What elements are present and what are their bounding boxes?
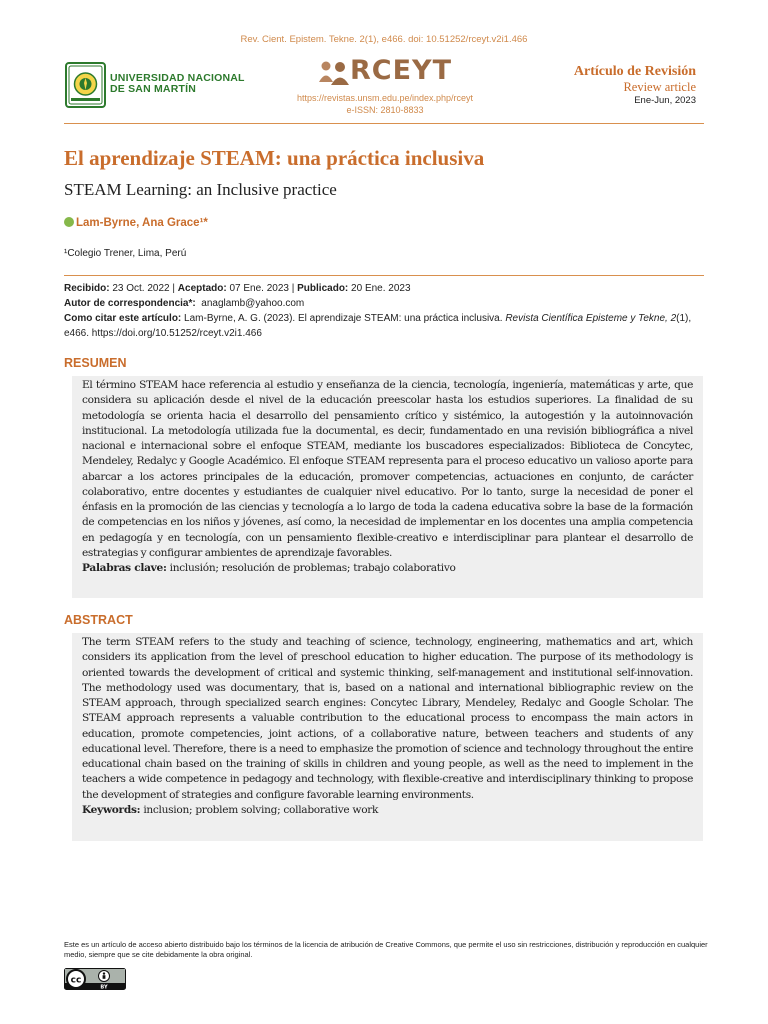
separator: | bbox=[291, 283, 295, 294]
separator: | bbox=[172, 283, 175, 294]
published-label: Publicado: bbox=[297, 283, 349, 294]
article-type-en: Review article bbox=[623, 80, 696, 94]
cite-label: Como citar este artículo: bbox=[64, 313, 182, 324]
issue-period: Ene-Jun, 2023 bbox=[634, 95, 696, 106]
cc-by-text: BY bbox=[100, 984, 108, 990]
cc-badge-text: cc bbox=[70, 975, 82, 986]
article-dates bbox=[64, 281, 704, 296]
author-affiliation: ¹Colegio Trener, Lima, Perú bbox=[64, 248, 187, 259]
meta-divider bbox=[64, 275, 704, 276]
author-line bbox=[64, 217, 208, 229]
university-name-line1: UNIVERSIDAD NACIONAL bbox=[110, 72, 245, 84]
article-title-es: El aprendizaje STEAM: una práctica inclusiva bbox=[64, 146, 485, 170]
abstract-body: The term STEAM refers to the study and teaching of science, technology, engineering, mathematics and art, which considers its application from the level of preschool education to higher education. The purpose of its methodology is oriented towards the development of critical and systemic thinking, self-management and institutional self-innovation. The methodology used was documentary, that is, based on a national and international bibliographic review on the STEAM approach, through specialized search engines: Concytec Library, Mendeley, Redalyc and Google Scholar. The STEAM approach represents a valuable contribution to the educational process to encompass the main actors in education, promote competencies, joint actions, of a collaborative nature, between teachers and students of any educational level. Therefore, there is a need to emphasize the promotion of science and technology throughout the entire educational chain based on the training of skills in children and young people, as well as the need to implement in the teachers a wide competence in pedagogy and technology, with flexible-creative and interdisciplinary thinking to propose the development of strategies and configure favorable learning environments. bbox=[82, 636, 693, 801]
article-type-block bbox=[574, 64, 696, 106]
published-date: 20 Ene. 2023 bbox=[351, 283, 411, 294]
university-seal-logo bbox=[65, 62, 106, 108]
accepted-label: Aceptado: bbox=[177, 283, 227, 294]
received-date: 23 Oct. 2022 bbox=[112, 283, 170, 294]
creative-commons-by-icon[interactable] bbox=[64, 968, 126, 990]
keywords-label-es: Palabras clave: bbox=[82, 562, 167, 574]
author-name[interactable]: Lam-Byrne, Ana Grace¹* bbox=[76, 217, 208, 229]
header-divider bbox=[64, 123, 704, 124]
keywords-label-en: Keywords: bbox=[82, 803, 141, 816]
abstract-keywords bbox=[82, 804, 693, 816]
resumen-box bbox=[72, 376, 703, 598]
journal-info bbox=[250, 92, 520, 116]
abstract-box bbox=[72, 633, 703, 841]
journal-url-link[interactable]: https://revistas.unsm.edu.pe/index.php/rceyt bbox=[296, 93, 474, 103]
resumen-heading: RESUMEN bbox=[64, 356, 127, 370]
abstract-heading: ABSTRACT bbox=[64, 613, 133, 627]
rceyt-people-icon bbox=[318, 58, 350, 88]
correspondence-label: Autor de correspondencia*: bbox=[64, 298, 196, 309]
cite-journal: Revista Científica Episteme y Tekne, 2 bbox=[505, 313, 677, 324]
how-to-cite bbox=[64, 311, 704, 341]
university-name-line2: DE SAN MARTÍN bbox=[110, 83, 197, 95]
resumen-body: El término STEAM hace referencia al estudio y enseñanza de la ciencia, tecnología, ingeniería, matemáticas y arte, que considera su aplicación desde el nivel de la educación preescolar hasta los estudios superiores. La finalidad de su metodología se orienta hacia el desarrollo del pensamiento crítico y sistémico, la autogestión y la autoinnovación institucional. La metodología utilizada fue la documental, es decir, fundamentado en una revisión bibliográfica a nivel nacional e internacional sobre el enfoque STEAM, mediante los buscadores especializados: Biblioteca de Concytec, Mendeley, Redalyc y Google Académico. El enfoque STEAM representa para el proceso educativo un valioso aporte para abarcar a los actores principales de la educación, promover competencias, actuaciones en conjunto, de carácter colaborativo, entre docentes y estudiantes de cualquier nivel educativo. Por lo tanto, surge la necesidad de poner el énfasis en la promoción de las ciencias y tecnología a lo largo de toda la cadena educativa sobre la base de la formación de competencias en los niños y jóvenes, así como, la necesidad de implementar en los docentes una amplia competencia en pedagogía y en tecnología, con un pensamiento flexible-creativo e interdisciplinar para plantear el desarrollo de estrategias y configurar ambientes de aprendizaje favorables. bbox=[82, 379, 693, 559]
journal-eissn: e-ISSN: 2810-8833 bbox=[346, 105, 424, 115]
citation-header: Rev. Cient. Epistem. Tekne. 2(1), e466. doi: 10.51252/rceyt.v2i1.466 bbox=[240, 34, 528, 45]
received-label: Recibido: bbox=[64, 283, 110, 294]
correspondence-email[interactable]: anaglamb@yahoo.com bbox=[201, 298, 305, 309]
license-note: Este es un artículo de acceso abierto distribuido bajo los términos de la licencia de atribución de Creative Commons, que permite el uso sin restricciones, distribución y reproducción en cualquier medio, siempre que se cite debidamente la obra original. bbox=[64, 940, 708, 959]
article-title-en: STEAM Learning: an Inclusive practice bbox=[64, 180, 337, 199]
article-type-es: Artículo de Revisión bbox=[573, 64, 696, 79]
keywords-en: inclusion; problem solving; collaborative work bbox=[143, 803, 379, 816]
correspondence bbox=[64, 296, 704, 311]
resumen-keywords bbox=[82, 562, 693, 574]
keywords-es: inclusión; resolución de problemas; trabajo colaborativo bbox=[169, 562, 456, 574]
university-name bbox=[110, 73, 245, 95]
accepted-date: 07 Ene. 2023 bbox=[229, 283, 289, 294]
cite-doi[interactable]: (1), e466. https://doi.org/10.51252/rceyt.v2i1.466 bbox=[64, 313, 692, 339]
journal-logo-text: RCEYT bbox=[350, 55, 453, 86]
cite-text: Lam-Byrne, A. G. (2023). El aprendizaje STEAM: una práctica inclusiva. bbox=[184, 313, 503, 324]
orcid-icon[interactable] bbox=[64, 217, 74, 227]
